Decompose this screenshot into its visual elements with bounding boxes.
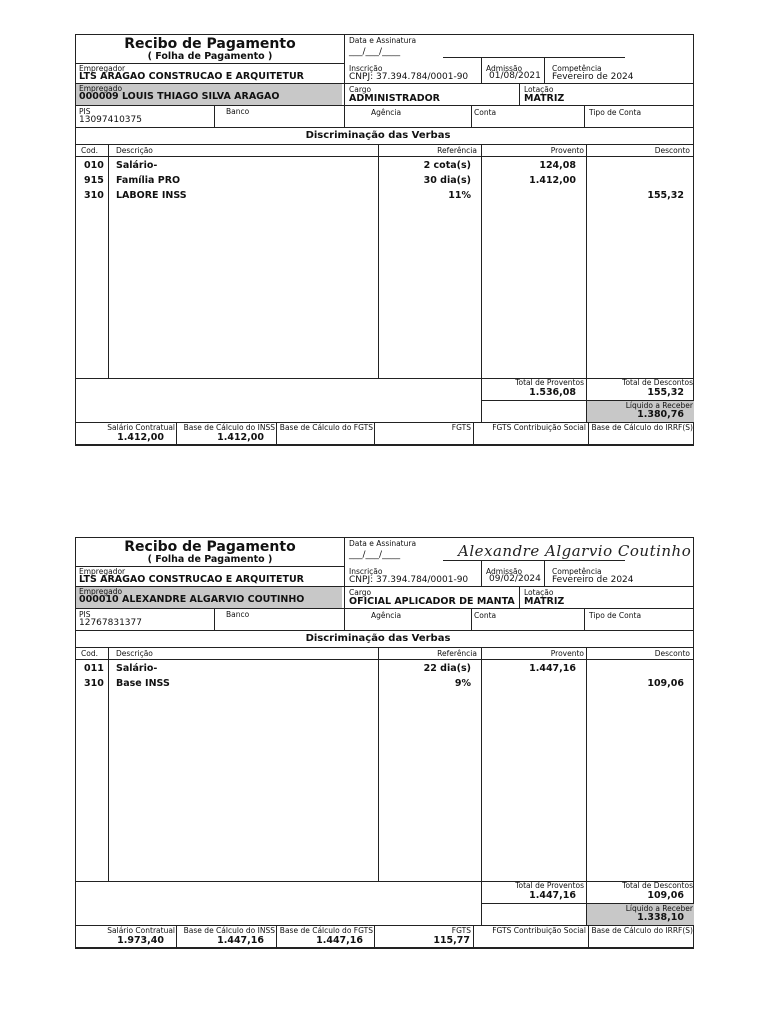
fgts-label: FGTS (451, 423, 471, 432)
employee-label: Empregado (79, 587, 123, 596)
total-descontos-value: 109,06 (647, 890, 684, 901)
cell-desconto: 109,06 (647, 678, 684, 689)
banco-label: Banco (226, 610, 250, 619)
section-title: Discriminação das Verbas (305, 130, 451, 141)
total-descontos-label: Total de Descontos (622, 378, 693, 387)
agencia-label: Agência (371, 108, 402, 117)
pis-label: PIS (79, 610, 91, 619)
conta-label: Conta (474, 611, 497, 620)
total-descontos-value: 155,32 (647, 387, 684, 398)
tipo-conta-label: Tipo de Conta (589, 108, 642, 117)
competencia-value: Fevereiro de 2024 (552, 575, 634, 585)
salario-contratual-label: Salário Contratual (107, 926, 175, 935)
cell-descricao: Família PRO (116, 175, 181, 186)
cell-descricao: Base INSS (116, 678, 170, 689)
signature-label: Data e Assinatura (349, 539, 417, 548)
cell-referencia: 22 dia(s) (423, 663, 471, 674)
banco-label: Banco (226, 107, 250, 116)
cell-provento: 1.412,00 (529, 175, 576, 186)
col-provento: Provento (550, 649, 584, 658)
signature: Alexandre Algarvio Coutinho (458, 542, 692, 560)
base-inss-label: Base de Cálculo do INSS (183, 423, 275, 432)
inscricao-label: Inscrição (349, 64, 383, 73)
cell-desconto: 155,32 (647, 190, 684, 201)
fgts-contrib-label: FGTS Contribuição Social (492, 926, 586, 935)
base-irrf-label: Base de Cálculo do IRRF(S) (591, 423, 693, 432)
admissao-value: 09/02/2024 (489, 574, 541, 584)
cell-provento: 1.447,16 (529, 663, 576, 674)
salario-contratual-value: 1.973,40 (117, 935, 164, 946)
total-proventos-label: Total de Proventos (515, 378, 584, 387)
base-fgts-label: Base de Cálculo do FGTS (279, 926, 373, 935)
payslip-2 (75, 537, 694, 949)
cargo-label: Cargo (349, 85, 372, 94)
base-fgts-value: 1.447,16 (316, 935, 363, 946)
lotacao-value: MATRIZ (524, 93, 565, 104)
agencia-label: Agência (371, 611, 402, 620)
cell-descricao: Salário- (116, 663, 158, 674)
liquido-value: 1.380,76 (637, 409, 684, 420)
col-referencia: Referência (437, 146, 477, 155)
col-desconto: Desconto (654, 649, 690, 658)
base-inss-value: 1.412,00 (217, 432, 264, 443)
employer-name: LTS ARAGAO CONSTRUCAO E ARQUITETUR (79, 574, 304, 585)
base-inss-label: Base de Cálculo do INSS (183, 926, 275, 935)
conta-label: Conta (474, 108, 497, 117)
col-desconto: Desconto (654, 146, 690, 155)
admissao-label: Admissão (486, 567, 523, 576)
page-title: Recibo de Pagamento (124, 539, 296, 555)
cell-referencia: 2 cota(s) (423, 160, 471, 171)
liquido-label: Líquido a Receber (625, 401, 693, 410)
col-cod: Cod. (81, 649, 98, 658)
page-subtitle: ( Folha de Pagamento ) (147, 554, 273, 565)
cell-descricao: LABORE INSS (116, 190, 187, 201)
cell-referencia: 11% (448, 190, 471, 201)
total-proventos-value: 1.536,08 (529, 387, 576, 398)
page-subtitle: ( Folha de Pagamento ) (147, 51, 273, 62)
employee-label: Empregado (79, 84, 123, 93)
total-proventos-label: Total de Proventos (515, 881, 584, 890)
fgts-contrib-label: FGTS Contribuição Social (492, 423, 586, 432)
cell-cod: 011 (84, 663, 104, 674)
salario-contratual-label: Salário Contratual (107, 423, 175, 432)
date-field[interactable]: ___/___/____ (349, 47, 401, 57)
cnpj-value: CNPJ: 37.394.784/0001-90 (349, 575, 469, 585)
employee-name: 000010 ALEXANDRE ALGARVIO COUTINHO (79, 594, 305, 605)
signature-label: Data e Assinatura (349, 36, 417, 45)
fgts-label: FGTS (451, 926, 471, 935)
lotacao-value: MATRIZ (524, 596, 565, 607)
cell-cod: 310 (84, 190, 104, 201)
cnpj-value: CNPJ: 37.394.784/0001-90 (349, 72, 469, 82)
employer-label: Empregador (79, 64, 126, 73)
payslip-1 (75, 34, 694, 446)
col-referencia: Referência (437, 649, 477, 658)
cell-referencia: 30 dia(s) (423, 175, 471, 186)
lotacao-label: Lotação (524, 85, 554, 94)
competencia-label: Competência (552, 64, 602, 73)
employer-name: LTS ARAGAO CONSTRUCAO E ARQUITETUR (79, 71, 304, 82)
liquido-label: Líquido a Receber (625, 904, 693, 913)
total-descontos-label: Total de Descontos (622, 881, 693, 890)
cargo-value: OFICIAL APLICADOR DE MANTA (349, 596, 515, 607)
cell-provento: 124,08 (539, 160, 576, 171)
pis-value: 13097410375 (79, 115, 142, 125)
col-provento: Provento (550, 146, 584, 155)
employer-label: Empregador (79, 567, 126, 576)
base-fgts-label: Base de Cálculo do FGTS (279, 423, 373, 432)
pis-label: PIS (79, 107, 91, 116)
salario-contratual-value: 1.412,00 (117, 432, 164, 443)
cell-cod: 010 (84, 160, 104, 171)
total-proventos-value: 1.447,16 (529, 890, 576, 901)
liquido-value: 1.338,10 (637, 912, 684, 923)
cell-cod: 310 (84, 678, 104, 689)
section-title: Discriminação das Verbas (305, 633, 451, 644)
cell-cod: 915 (84, 175, 104, 186)
cargo-value: ADMINISTRADOR (349, 93, 440, 104)
competencia-value: Fevereiro de 2024 (552, 72, 634, 82)
base-irrf-label: Base de Cálculo do IRRF(S) (591, 926, 693, 935)
col-descricao: Descrição (116, 146, 153, 155)
col-descricao: Descrição (116, 649, 153, 658)
inscricao-label: Inscrição (349, 567, 383, 576)
base-inss-value: 1.447,16 (217, 935, 264, 946)
page-title: Recibo de Pagamento (124, 36, 296, 52)
col-cod: Cod. (81, 146, 98, 155)
date-field[interactable]: ___/___/____ (349, 550, 401, 560)
tipo-conta-label: Tipo de Conta (589, 611, 642, 620)
pis-value: 12767831377 (79, 618, 142, 628)
admissao-value: 01/08/2021 (489, 71, 541, 81)
cell-descricao: Salário- (116, 160, 158, 171)
cell-referencia: 9% (454, 678, 471, 689)
cargo-label: Cargo (349, 588, 372, 597)
fgts-value: 115,77 (433, 935, 470, 946)
competencia-label: Competência (552, 567, 602, 576)
lotacao-label: Lotação (524, 588, 554, 597)
admissao-label: Admissão (486, 64, 523, 73)
employee-name: 000009 LOUIS THIAGO SILVA ARAGAO (79, 91, 280, 102)
